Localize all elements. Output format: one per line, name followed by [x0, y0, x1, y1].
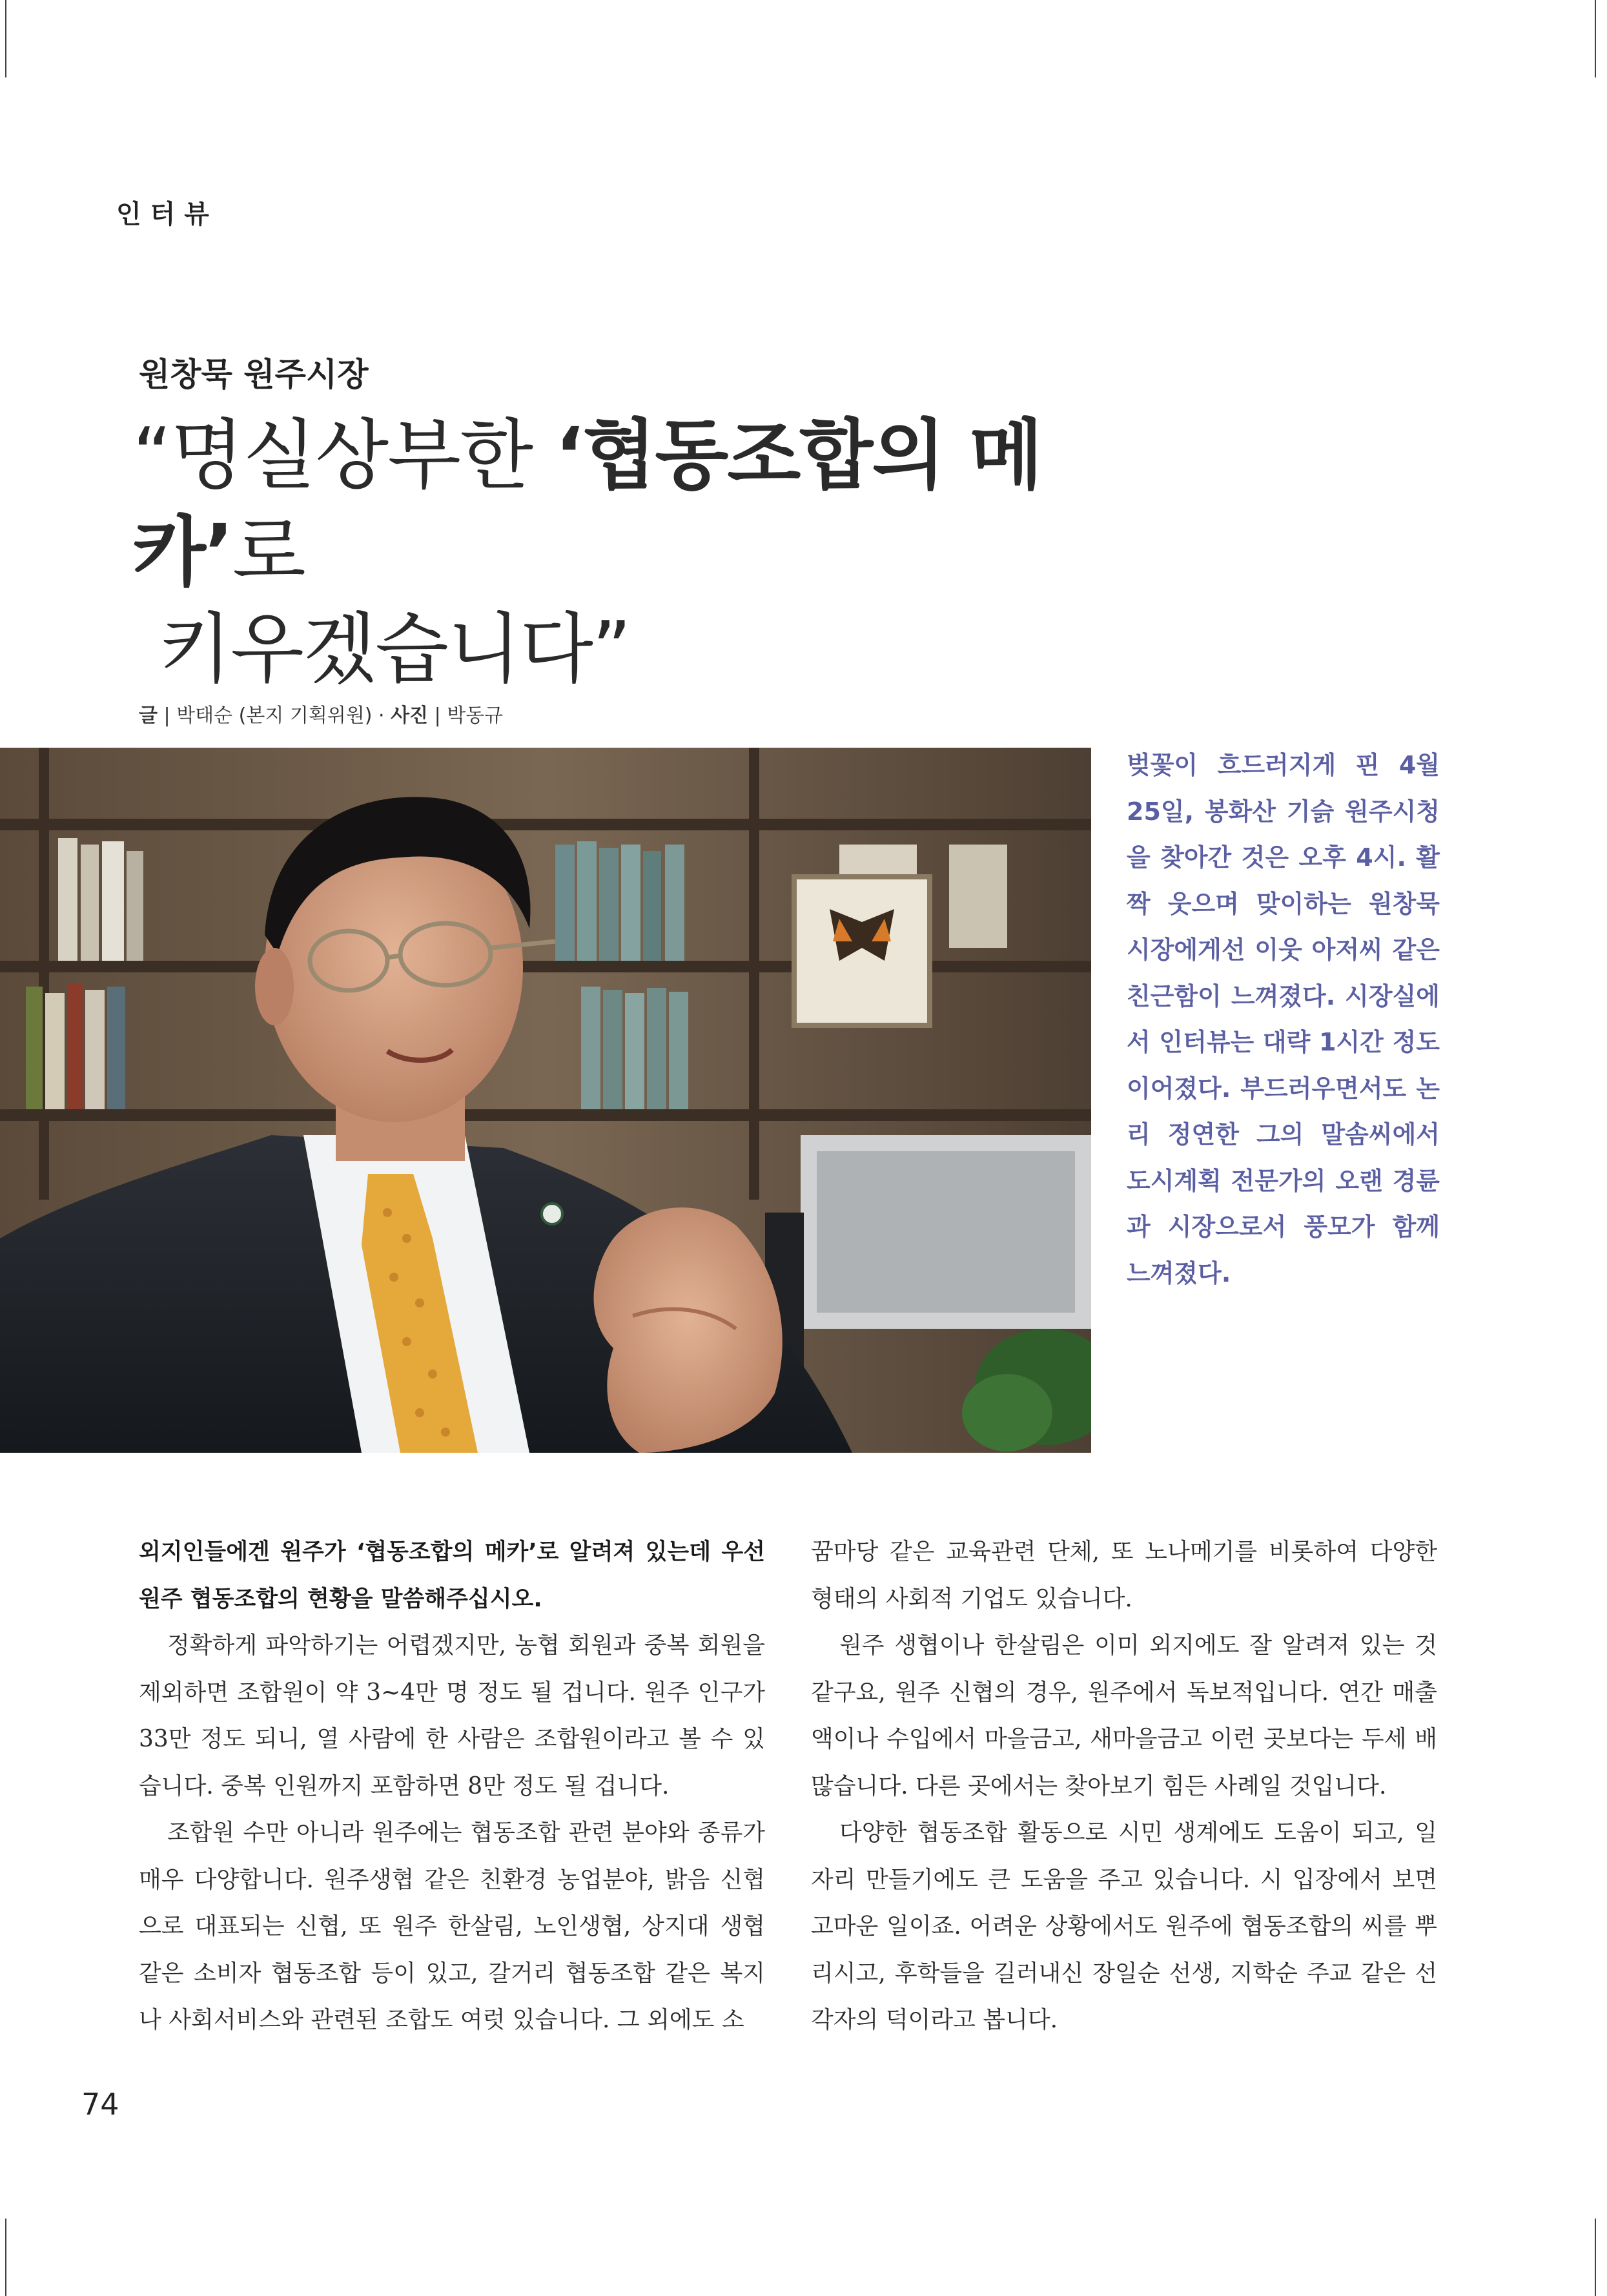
- headline: [132, 407, 1165, 697]
- answer-paragraph-2: 조합원 수만 아니라 원주에는 협동조합 관련 분야와 종류가 매우 다양합니다. 원주생협 같은 친환경 농업분야, 밝음 신협으로 대표되는 신협, 또 원주 한살림, 노인생협, 상지대 생협 같은 소비자 협동조합 등이 있고, 갈거리 협동조합 같은 복지나 사회서비스와 관련된 조합도 여럿 있습니다. 그 외에도 소: [139, 1819, 765, 2033]
- byline-text-label: 글: [139, 704, 158, 727]
- headline-emphasis: ‘협동조합의 메카’: [132, 411, 1042, 597]
- section-label: 인터뷰: [116, 200, 218, 229]
- answer-paragraph-1: 정확하게 파악하기는 어렵겠지만, 농협 회원과 중복 회원을 제외하면 조합원이 약 3~4만 명 정도 될 겁니다. 원주 인구가 33만 정도 되니, 열 사람에 한 사람은 조합원이라고 볼 수 있습니다. 중복 인원까지 포함하면 8만 정도 될 겁니다.: [139, 1632, 765, 1799]
- headline-line-2: 키우겠습니다”: [158, 604, 631, 693]
- answer-paragraph-4: 다양한 협동조합 활동으로 시민 생계에도 도움이 되고, 일자리 만들기에도 큰 도움을 주고 있습니다. 시 입장에서 보면 고마운 일이죠. 어려운 상황에서도 원주에 협동조합의 씨를 뿌리시고, 후학들을 길러내신 장일순 선생, 지학순 주교 같은 선각자의 덕이라고 봅니다.: [811, 1819, 1437, 2033]
- crop-mark-bottom-left: [5, 2219, 6, 2296]
- byline: [139, 699, 503, 728]
- byline-photo-author: | 박동규: [428, 704, 504, 727]
- interview-question: 외지인들에겐 원주가 ‘협동조합의 메카’로 알려져 있는데 우선 원주 협동조합의 현황을 말씀해주십시오.: [139, 1539, 765, 1612]
- answer-paragraph-3: 원주 생협이나 한살림은 이미 외지에도 잘 알려져 있는 것 같구요, 원주 신협의 경우, 원주에서 독보적입니다. 연간 매출액이나 수입에서 마을금고, 새마을금고 이런 곳보다는 두세 배 많습니다. 다른 곳에서는 찾아보기 힘든 사례일 것입니다.: [811, 1632, 1437, 1799]
- crop-mark-top-left: [5, 0, 6, 77]
- headline-line-1: “명실상부한 ‘협동조합의 메카’로: [132, 411, 1042, 597]
- article-column-left: [139, 1529, 765, 2044]
- lede-paragraph: 벚꽃이 흐드러지게 핀 4월 25일, 봉화산 기슭 원주시청을 찾아간 것은 오후 4시. 활짝 웃으며 맞이하는 원창묵 시장에게선 이웃 아저씨 같은 친근함이 느껴졌다. 시장실에서 인터뷰는 대략 1시간 정도 이어졌다. 부드러우면서도 논리 정연한 그의 말솜씨에서 도시계획 전문가의 오랜 경륜과 시장으로서 풍모가 함께 느껴졌다.: [1127, 751, 1440, 1287]
- byline-text-author: | 박태순 (본지 기획위원) ·: [157, 704, 391, 727]
- byline-photo-label: 사진: [391, 704, 429, 727]
- article-column-right: [811, 1529, 1437, 2044]
- crop-mark-bottom-right: [1595, 2219, 1596, 2296]
- answer-paragraph-2-continued: 꿈마당 같은 교육관련 단체, 또 노나메기를 비롯하여 다양한 형태의 사회적 기업도 있습니다.: [811, 1539, 1437, 1612]
- page-number: 74: [81, 2087, 119, 2122]
- crop-mark-top-right: [1595, 0, 1596, 77]
- interview-subject: 원창묵 원주시장: [139, 356, 369, 393]
- interview-photo: [0, 748, 1091, 1453]
